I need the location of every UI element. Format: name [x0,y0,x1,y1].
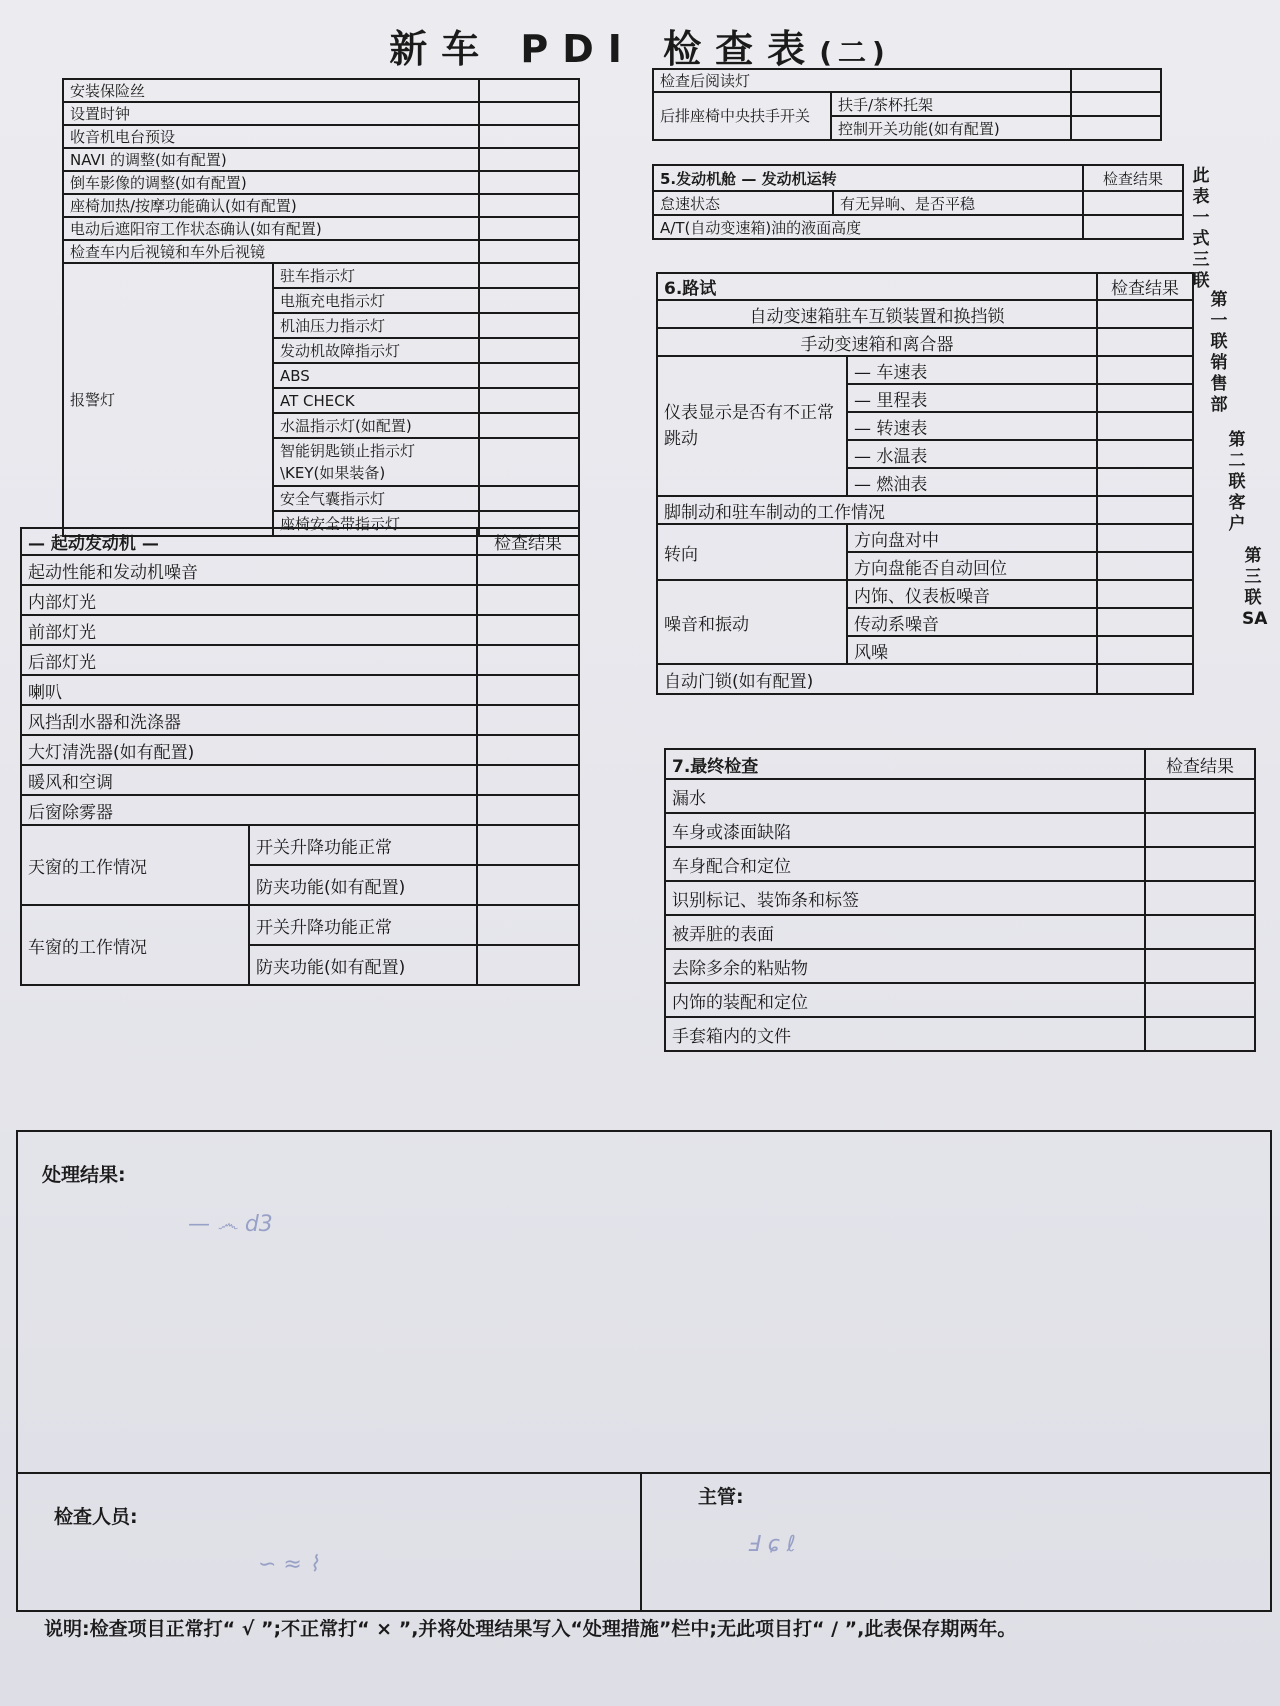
form-title [0,18,1280,73]
result-cell[interactable] [479,313,579,338]
section5-table [652,164,1184,240]
left-top-table [62,78,580,537]
result-cell[interactable] [479,102,579,125]
result-cell[interactable] [1097,384,1193,412]
warning-item: AT CHECK [273,388,479,413]
copies-note: 此表一式三联 [1192,166,1210,291]
final-check-row: 内饰的装配和定位 [665,983,1145,1017]
engine-row: 起动性能和发动机噪音 [21,555,477,585]
result-cell[interactable] [1083,191,1183,215]
result-header: 检查结果 [1145,749,1255,779]
warning-item: 水温指示灯(如配置) [273,413,479,438]
result-header: 检查结果 [477,528,579,555]
result-cell[interactable] [1097,524,1193,552]
handwritten-signature: ∽ ≈ ⌇ [258,1552,320,1577]
result-cell[interactable] [1145,881,1255,915]
result-cell[interactable] [479,171,579,194]
final-check-row: 车身配合和定位 [665,847,1145,881]
inspector-label: 检查人员: [54,1506,138,1528]
engine-row: 大灯清洗器(如有配置) [21,735,477,765]
left-row: 安装保险丝 [63,79,479,102]
copy-sales: 第一联销售部 [1210,290,1228,415]
result-cell[interactable] [479,288,579,313]
steering-item: 方向盘对中 [847,524,1097,552]
left-row: 收音机电台预设 [63,125,479,148]
copy-customer: 第二联客户 [1228,430,1246,534]
result-cell[interactable] [1097,468,1193,496]
result-divider [18,1472,1270,1474]
gauges-label: 仪表显示是否有不正常跳动 [657,356,847,496]
left-row: 检查车内后视镜和车外后视镜 [63,240,479,263]
copy-sa: 第三联SA [1242,546,1268,629]
result-cell[interactable] [1071,116,1161,140]
final-check-row: 漏水 [665,779,1145,813]
footer-note: 说明:检查项目正常打“ √ ”;不正常打“ × ”,并将处理结果写入“处理措施”栏中;无此项目打“ / ”,此表保存期两年。 [44,1618,1017,1640]
result-cell[interactable] [477,675,579,705]
result-cell[interactable] [477,645,579,675]
gauge-item: — 水温表 [847,440,1097,468]
result-cell[interactable] [479,240,579,263]
reading-light-row: 检查后阅读灯 [653,69,1071,92]
result-cell[interactable] [479,217,579,240]
warning-item: 驻车指示灯 [273,263,479,288]
engine-row: 暖风和空调 [21,765,477,795]
road-test-row: 手动变速箱和离合器 [657,328,1097,356]
noise-label: 噪音和振动 [657,580,847,664]
result-cell[interactable] [477,735,579,765]
section6-title: 6.路试 [657,273,1097,300]
result-cell[interactable] [479,363,579,388]
result-cell[interactable] [1097,496,1193,524]
section7-table [664,748,1256,1052]
noise-item: 风噪 [847,636,1097,664]
steering-label: 转向 [657,524,847,580]
warning-item: 安全气囊指示灯 [273,486,479,511]
gauge-item: — 里程表 [847,384,1097,412]
result-header: 检查结果 [1097,273,1193,300]
sunroof-label: 天窗的工作情况 [21,825,249,905]
engine-row: 喇叭 [21,675,477,705]
window-label: 车窗的工作情况 [21,905,249,985]
result-cell[interactable] [477,795,579,825]
final-check-row: 被弄脏的表面 [665,915,1145,949]
engine-start-header: — 起动发动机 — [21,528,477,555]
result-cell[interactable] [479,79,579,102]
result-cell[interactable] [1097,664,1193,694]
armrest-item: 控制开关功能(如有配置) [831,116,1071,140]
engine-start-table [20,527,580,986]
door-lock-row: 自动门锁(如有配置) [657,664,1097,694]
result-cell[interactable] [477,945,579,985]
result-header: 检查结果 [1083,165,1183,191]
left-row: 电动后遮阳帘工作状态确认(如有配置) [63,217,479,240]
result-cell[interactable] [1071,92,1161,116]
road-test-row: 自动变速箱驻车互锁装置和换挡锁 [657,300,1097,328]
final-check-row: 识别标记、装饰条和标签 [665,881,1145,915]
result-cell[interactable] [1097,328,1193,356]
result-cell[interactable] [477,825,579,865]
result-cell[interactable] [479,125,579,148]
engine-row: 风挡刮水器和洗涤器 [21,705,477,735]
brake-row: 脚制动和驻车制动的工作情况 [657,496,1097,524]
handwritten-signature: Ⅎ ɕ ℓ [748,1532,796,1557]
result-cell[interactable] [1145,847,1255,881]
engine-row: 后窗除雾器 [21,795,477,825]
handwritten-mark: — ෴ d3 [188,1212,273,1237]
noise-item: 传动系噪音 [847,608,1097,636]
result-cell[interactable] [1145,915,1255,949]
result-cell[interactable] [1097,552,1193,580]
result-cell[interactable] [1083,215,1183,239]
result-cell[interactable] [477,705,579,735]
title-main: 新车 PDI 检查表 [389,27,820,71]
warning-item: 电瓶充电指示灯 [273,288,479,313]
at-oil-row: A/T(自动变速箱)油的液面高度 [653,215,1083,239]
warning-item: 机油压力指示灯 [273,313,479,338]
final-check-row: 手套箱内的文件 [665,1017,1145,1051]
warning-item: ABS [273,363,479,388]
warning-group-label: 报警灯 [63,263,273,536]
result-cell[interactable] [1145,983,1255,1017]
result-cell[interactable] [479,263,579,288]
result-cell[interactable] [477,555,579,585]
result-cell[interactable] [477,765,579,795]
result-cell[interactable] [1145,1017,1255,1051]
right-top-table [652,68,1162,141]
result-cell[interactable] [479,413,579,438]
result-cell[interactable] [479,194,579,217]
engine-row: 后部灯光 [21,645,477,675]
result-cell[interactable] [1145,779,1255,813]
section7-title: 7.最终检查 [665,749,1145,779]
result-cell[interactable] [1097,580,1193,608]
armrest-item: 扶手/茶杯托架 [831,92,1071,116]
result-cell[interactable] [1097,300,1193,328]
result-cell[interactable] [477,865,579,905]
result-label: 处理结果: [42,1164,126,1186]
section5-title: 5.发动机舱 — 发动机运转 [653,165,1083,191]
title-sub: (二) [819,36,891,69]
result-cell[interactable] [1097,440,1193,468]
sunroof-item: 防夹功能(如有配置) [249,865,477,905]
result-cell[interactable] [479,388,579,413]
engine-row: 前部灯光 [21,615,477,645]
result-cell[interactable] [1071,69,1161,92]
supervisor-label: 主管: [698,1486,744,1508]
result-cell[interactable] [1145,949,1255,983]
left-row: 设置时钟 [63,102,479,125]
result-cell[interactable] [477,585,579,615]
result-cell[interactable] [1097,636,1193,664]
signature-divider [640,1472,642,1610]
final-check-row: 去除多余的粘贴物 [665,949,1145,983]
result-cell[interactable] [479,486,579,511]
gauge-item: — 车速表 [847,356,1097,384]
idle-value: 有无异响、是否平稳 [833,191,1083,215]
idle-label: 怠速状态 [653,191,833,215]
warning-item: 智能钥匙锁止指示灯 \KEY(如果装备) [273,438,479,486]
window-item: 开关升降功能正常 [249,905,477,945]
gauge-item: — 转速表 [847,412,1097,440]
result-box [16,1130,1272,1612]
result-cell[interactable] [1145,813,1255,847]
noise-item: 内饰、仪表板噪音 [847,580,1097,608]
result-cell[interactable] [477,615,579,645]
gauge-item: — 燃油表 [847,468,1097,496]
final-check-row: 车身或漆面缺陷 [665,813,1145,847]
warning-item: 发动机故障指示灯 [273,338,479,363]
result-cell[interactable] [479,338,579,363]
result-cell[interactable] [479,438,579,486]
warning-item: 座椅安全带指示灯 [273,511,479,536]
window-item: 防夹功能(如有配置) [249,945,477,985]
sunroof-item: 开关升降功能正常 [249,825,477,865]
engine-row: 内部灯光 [21,585,477,615]
steering-item: 方向盘能否自动回位 [847,552,1097,580]
section6-table [656,272,1194,695]
left-row: 倒车影像的调整(如有配置) [63,171,479,194]
rear-armrest-label: 后排座椅中央扶手开关 [653,92,831,140]
result-cell[interactable] [1097,412,1193,440]
result-cell[interactable] [479,148,579,171]
left-row: NAVI 的调整(如有配置) [63,148,479,171]
result-cell[interactable] [477,905,579,945]
left-row: 座椅加热/按摩功能确认(如有配置) [63,194,479,217]
result-cell[interactable] [1097,356,1193,384]
result-cell[interactable] [1097,608,1193,636]
